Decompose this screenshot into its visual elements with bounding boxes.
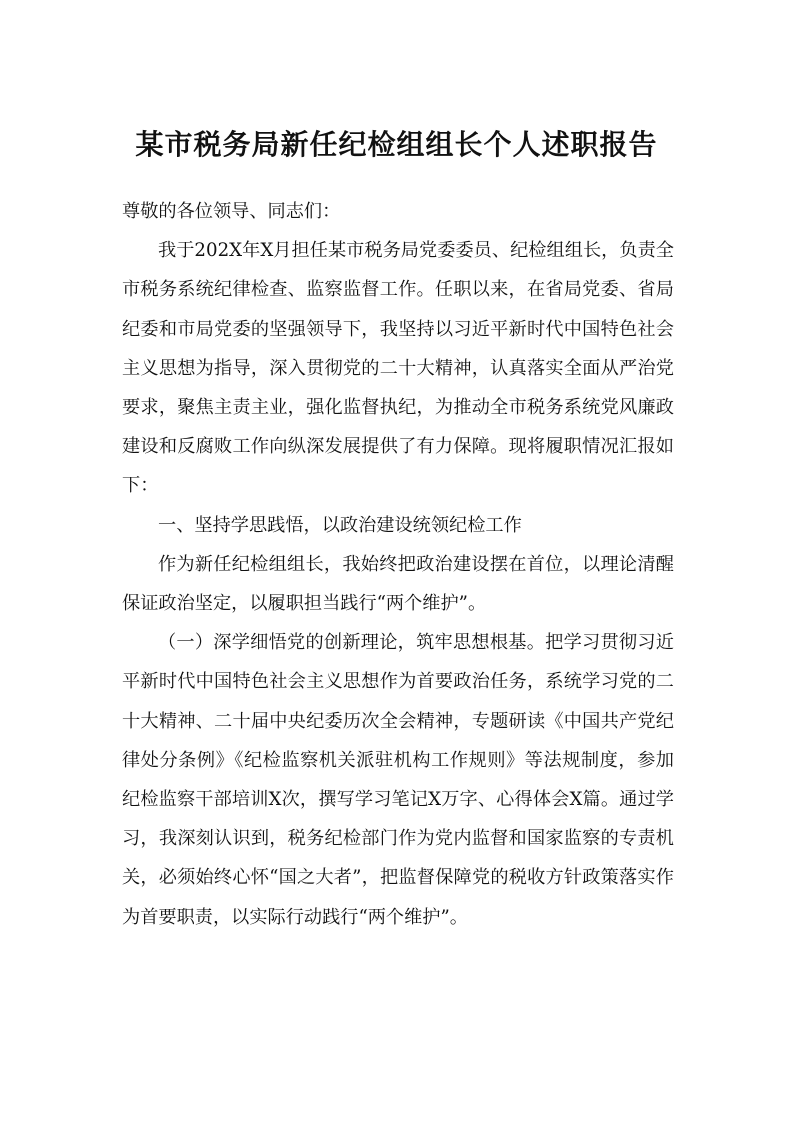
document-title: 某市税务局新任纪检组组长个人述职报告 xyxy=(135,128,658,161)
paragraph-subsection-1: （一）深学细悟党的创新理论，筑牢思想根基。把学习贯彻习近平新时代中国特色社会主义思想作为首要政治任务，系统学习党的二十大精神、二十届中央纪委历次全会精神，专题研读《中国共产党纪律处分条例》《纪检监察机关派驻机构工作规则》等法规制度，参加纪检监察干部培训X次，撰写学习笔记X万字、心得体会X篇。通过学习，我深刻认识到，税务纪检部门作为党内监督和国家监察的专责机关，必须始终心怀“国之大者”，把监督保障党的税收方针政策落实作为首要职责，以实际行动践行“两个维护”。 xyxy=(122,632,674,928)
paragraph-section-intro: 作为新任纪检组组长，我始终把政治建设摆在首位，以理论清醒保证政治坚定，以履职担当践行“两个维护”。 xyxy=(122,553,674,615)
section-heading: 一、坚持学思践悟，以政治建设统领纪检工作 xyxy=(158,514,522,536)
document-body xyxy=(122,192,674,937)
paragraph-intro: 我于202X年X月担任某市税务局党委委员、纪检组组长，负责全市税务系统纪律检查、监察监督工作。任职以来，在省局党委、省局纪委和市局党委的坚强领导下，我坚持以习近平新时代中国特色社会主义思想为指导，深入贯彻党的二十大精神，认真落实全面从严治党要求，聚焦主责主业，强化监督执纪，为推动全市税务系统党风廉政建设和反腐败工作向纵深发展提供了有力保障。现将履职情况汇报如下： xyxy=(122,240,674,497)
salutation: 尊敬的各位领导、同志们： xyxy=(122,201,341,222)
